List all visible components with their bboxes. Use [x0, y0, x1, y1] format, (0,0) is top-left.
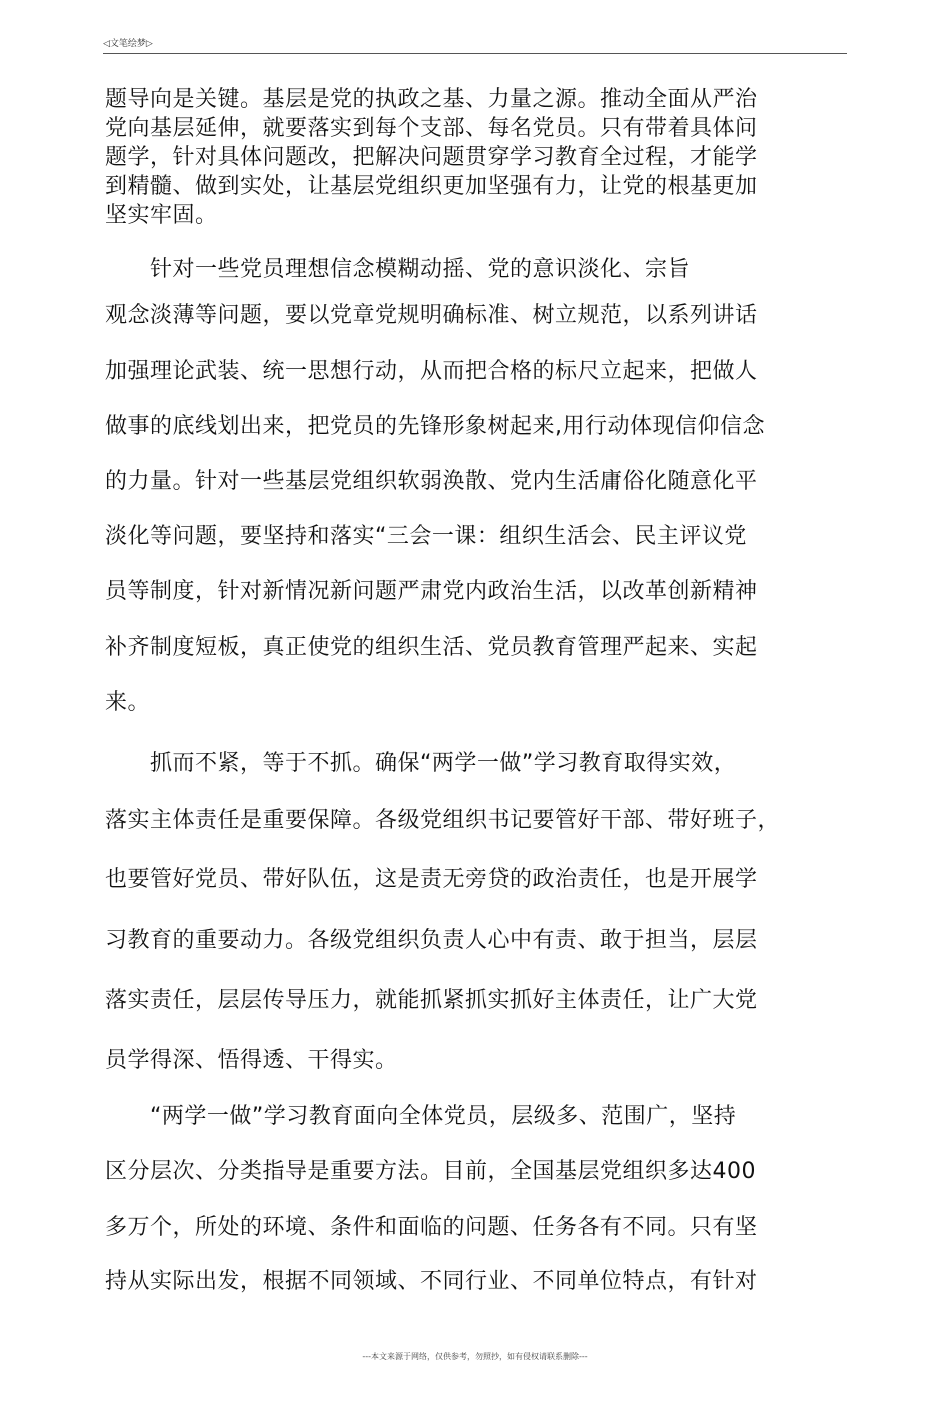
text-line: 落实责任，层层传导压力，就能抓紧抓实抓好主体责任，让广大党	[105, 988, 758, 1013]
text-line: 党向基层延伸，就要落实到每个支部、每名党员。只有带着具体问	[105, 116, 758, 141]
text-line: 加强理论武装、统一思想行动，从而把合格的标尺立起来，把做人	[105, 359, 758, 384]
text-line: 题学，针对具体问题改，把解决问题贯穿学习教育全过程，才能学	[105, 145, 758, 170]
text-line: 到精髓、做到实处，让基层党组织更加坚强有力，让党的根基更加	[105, 174, 758, 199]
text-line: 落实主体责任是重要保障。各级党组织书记要管好干部、带好班子，	[105, 808, 781, 833]
text-line: 区分层次、分类指导是重要方法。目前，全国基层党组织多达400	[105, 1159, 756, 1184]
text-line: 坚实牢固。	[105, 203, 218, 228]
text-line: 员等制度，针对新情况新问题严肃党内政治生活，以改革创新精神	[105, 579, 758, 604]
text-line: 抓而不紧，等于不抓。确保“两学一做”学习教育取得实效，	[105, 751, 737, 776]
text-line: 员学得深、悟得透、干得实。	[105, 1048, 398, 1073]
text-line: 习教育的重要动力。各级党组织负责人心中有责、敢于担当，层层	[105, 928, 758, 953]
text-line: 补齐制度短板，真正使党的组织生活、党员教育管理严起来、实起	[105, 635, 758, 660]
text-line: 也要管好党员、带好队伍，这是责无旁贷的政治责任，也是开展学	[105, 867, 758, 892]
text-line: 观念淡薄等问题，要以党章党规明确标准、树立规范，以系列讲话	[105, 303, 758, 328]
text-line: 淡化等问题，要坚持和落实“三会一课：组织生活会、民主评议党	[105, 524, 747, 549]
text-line: 做事的底线划出来，把党员的先锋形象树起来,用行动体现信仰信念	[105, 414, 765, 439]
text-line: 来。	[105, 690, 151, 715]
text-line: 多万个，所处的环境、条件和面临的问题、任务各有不同。只有坚	[105, 1215, 758, 1240]
header-divider	[103, 53, 847, 54]
header-title: ◁文笔绘梦▷	[103, 39, 153, 49]
footer-disclaimer: ---本文来源于网络，仅供参考，勿照抄，如有侵权请联系删除---	[362, 1352, 588, 1361]
page-header	[103, 38, 847, 54]
text-line: 持从实际出发，根据不同领域、不同行业、不同单位特点，有针对	[105, 1269, 758, 1294]
text-line: 题导向是关键。基层是党的执政之基、力量之源。推动全面从严治	[105, 87, 758, 112]
text-line: 针对一些党员理想信念模糊动摇、党的意识淡化、宗旨	[105, 257, 691, 282]
text-line: 的力量。针对一些基层党组织软弱涣散、党内生活庸俗化随意化平	[105, 469, 758, 494]
text-line: “两学一做”学习教育面向全体党员，层级多、范围广，坚持	[105, 1104, 737, 1129]
